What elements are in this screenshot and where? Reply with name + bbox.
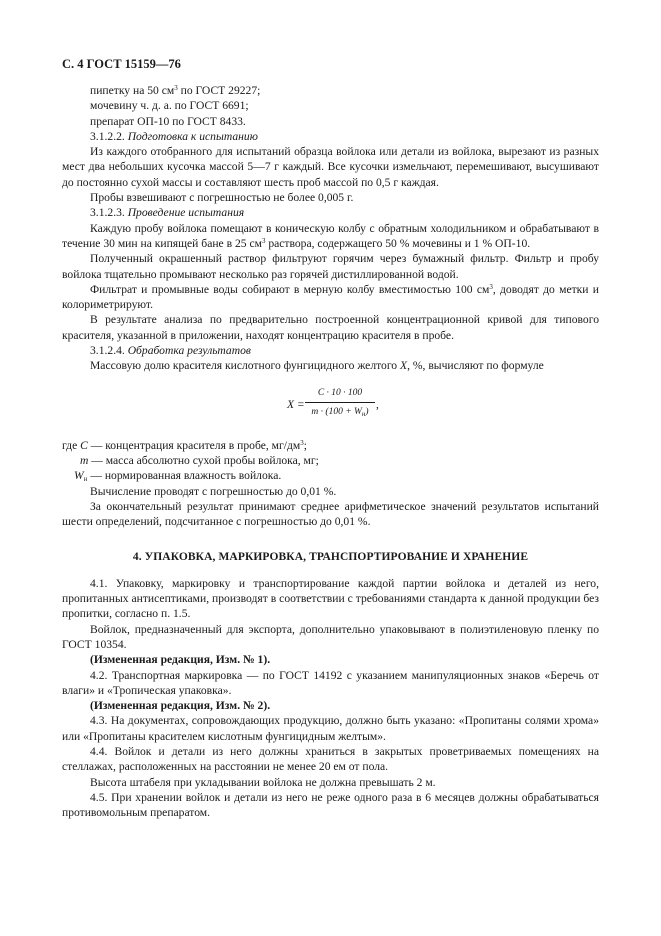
paragraph: Полученный окрашенный раствор фильтруют горячим через бумажный фильтр. Фильтр и пробу войлока тщательно промывают несколько раз горячей дистиллированной водой.	[62, 252, 599, 281]
paragraph: За окончательный результат принимают среднее арифметическое значений результатов испытаний шести определений, подсчитанное с погрешностью до 0,01 %.	[62, 499, 599, 529]
subsection-heading: 3.1.2.2. Подготовка к испытанию	[90, 129, 258, 143]
list-item: пипетку на 50 $см^3$ по ГОСТ 29227;	[90, 84, 261, 97]
paragraph: 4.3. На документах, сопровождающих продукцию, должно быть указано: «Пропитаны солями хрома» или «Пропитаны красителем кислотным фунгицидным желтым».	[62, 714, 599, 743]
subsection-heading: 3.1.2.3. Проведение испытания	[90, 206, 245, 220]
formula-lhs: X =	[287, 398, 305, 411]
variable-definition: m — масса абсолютно сухой пробы войлока, мг;	[80, 453, 319, 467]
paragraph: Каждую пробу войлока помещают в коническую колбу с обратным холодильником и обрабатывают в течение 30 мин на кипящей бане в 25 $см^3$ раствора, содержащего 50 % мочевины и 1 % ОП-10.	[62, 221, 599, 250]
paragraph: Фильтрат и промывные воды собирают в мерную колбу вместимостью 100 $см^3$, доводят до метки и колориметрируют.	[62, 282, 599, 312]
document-body	[62, 83, 599, 820]
formula-numerator: C · 10 · 100	[305, 386, 375, 403]
paragraph: Массовую долю красителя кислотного фунгицидного желтого X, %, вычисляют по формуле	[90, 359, 544, 373]
variable-definition: где C — концентрация красителя в пробе, $мг/дм^3$;	[62, 438, 307, 452]
subsection-heading: 3.1.2.4. Обработка результатов	[90, 344, 251, 358]
paragraph: Пробы взвешивают с погрешностью не более 0,005 г.	[90, 191, 354, 205]
paragraph: Войлок, предназначенный для экспорта, дополнительно упаковывают в полиэтиленовую пленку по ГОСТ 10354.	[62, 622, 599, 651]
formula-denominator: $m \cdot (100 + W_н)$	[311, 406, 369, 418]
paragraph: Высота штабеля при укладывании войлока не должна превышать 2 м.	[90, 775, 436, 789]
variable-definition: $W_н$ — нормированная влажность войлока.	[74, 469, 282, 484]
amendment-note: (Измененная редакция, Изм. № 1).	[90, 653, 271, 667]
amendment-note: (Измененная редакция, Изм. № 2).	[90, 699, 271, 713]
paragraph: 4.2. Транспортная маркировка — по ГОСТ 14192 с указанием манипуляционных знаков «Беречь от влаги» и «Тропическая упаковка».	[62, 668, 599, 697]
paragraph: 4.5. При хранении войлок и детали из него не реже одного раза в 6 месяцев должны обрабатываться противомольным препаратом.	[62, 790, 599, 820]
paragraph: В результате анализа по предварительно построенной концентрационной кривой для типового красителя, указанной в приложении, находят концентрацию красителя в пробе.	[62, 313, 599, 342]
formula-fraction	[305, 386, 375, 421]
paragraph: Из каждого отобранного для испытаний образца войлока или детали из войлока, вырезают из разных мест два небольших кусочка массой 5—7 г каждый. Все кусочки измельчают, перемешивают, высушивают до постоянно сухой массы и составляют шесть проб массой по 0,5 г каждая.	[62, 145, 599, 189]
paragraph: 4.4. Войлок и детали из него должны храниться в закрытых проветриваемых помещениях на стеллажах, расположенных на расстоянии не менее 20 ем от пола.	[62, 744, 599, 774]
paragraph: Вычисление проводят с погрешностью до 0,01 %.	[90, 484, 337, 498]
formula-comma: ,	[376, 398, 379, 411]
list-item: препарат ОП-10 по ГОСТ 8433.	[90, 114, 246, 128]
section-title: 4. УПАКОВКА, МАРКИРОВКА, ТРАНСПОРТИРОВАНИЕ И ХРАНЕНИЕ	[132, 551, 529, 564]
page-header: С. 4 ГОСТ 15159—76	[62, 57, 181, 71]
list-item: мочевину ч. д. а. по ГОСТ 6691;	[90, 99, 249, 113]
paragraph: 4.1. Упаковку, маркировку и транспортирование каждой партии войлока и деталей из него, пропитанных антисептиками, производят в соответствии с требованиями стандарта к данной продукции без пропитки, согласно п. 1.5.	[62, 576, 599, 621]
formula	[62, 384, 599, 434]
